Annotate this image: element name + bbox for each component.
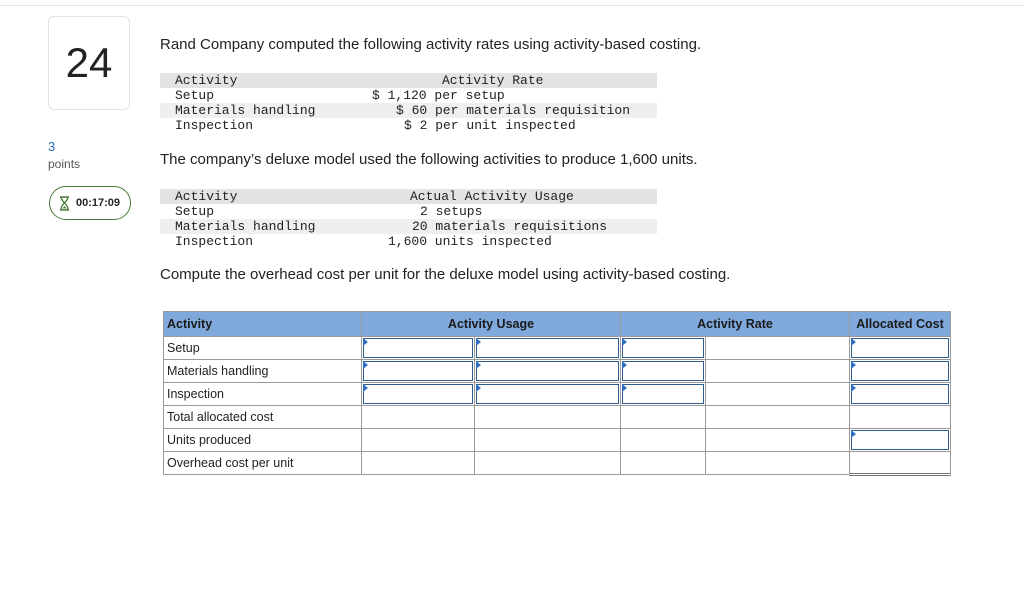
- rates-activity: Materials handling: [175, 103, 316, 118]
- answer-row-setup: [164, 337, 951, 360]
- setup-rate-blank: [706, 337, 850, 360]
- usage-header-usage: Actual Activity Usage: [410, 189, 574, 204]
- usage-value: 1,600 units inspected: [388, 234, 552, 249]
- blank-cell: [621, 406, 706, 429]
- rates-row: [160, 103, 657, 118]
- triangle-marker-icon: [851, 338, 856, 346]
- units-produced-input[interactable]: [850, 429, 951, 452]
- rates-row: [160, 118, 657, 133]
- answer-row-total: [164, 406, 951, 429]
- row-label: Overhead cost per unit: [164, 452, 362, 475]
- answer-row-units: [164, 429, 951, 452]
- materials-usage-unit-input[interactable]: [475, 360, 621, 383]
- blank-cell: [621, 452, 706, 475]
- intro-text: Rand Company computed the following activity rates using activity-based costing.: [160, 36, 702, 53]
- blank-cell: [475, 452, 621, 475]
- answer-row-inspection: [164, 383, 951, 406]
- hourglass-icon: [59, 196, 70, 211]
- usage-value: 20 materials requisitions: [412, 219, 608, 234]
- usage-row: [160, 234, 657, 249]
- usage-row: [160, 204, 657, 219]
- rates-rate: $ 2 per unit inspected: [404, 118, 576, 133]
- usage-table: [160, 189, 657, 249]
- row-label: Setup: [164, 337, 362, 360]
- task-text: Compute the overhead cost per unit for the deluxe model using activity-based costing.: [160, 266, 731, 283]
- triangle-marker-icon: [363, 338, 368, 346]
- answer-row-overhead: [164, 452, 951, 475]
- overhead-per-unit-cell: [850, 452, 951, 475]
- triangle-marker-icon: [851, 361, 856, 369]
- usage-value: 2 setups: [420, 204, 483, 219]
- triangle-marker-icon: [622, 338, 627, 346]
- rates-header-rate: Activity Rate: [442, 73, 544, 88]
- materials-usage-input[interactable]: [362, 360, 475, 383]
- timer-text: 00:17:09: [76, 197, 121, 209]
- points-label: points: [48, 157, 81, 171]
- inspection-rate-blank: [706, 383, 850, 406]
- blank-cell: [362, 406, 475, 429]
- rates-header-activity: Activity: [175, 73, 238, 88]
- total-allocated-cell: [850, 406, 951, 429]
- header-activity-usage: Activity Usage: [362, 312, 621, 337]
- rates-table: [160, 73, 657, 133]
- usage-header-activity: Activity: [175, 189, 238, 204]
- rates-rate: $ 1,120 per setup: [372, 88, 505, 103]
- setup-allocated-input[interactable]: [850, 337, 951, 360]
- blank-cell: [362, 429, 475, 452]
- materials-rate-input[interactable]: [621, 360, 706, 383]
- inspection-usage-input[interactable]: [362, 383, 475, 406]
- setup-usage-unit-input[interactable]: [475, 337, 621, 360]
- triangle-marker-icon: [851, 430, 856, 438]
- answer-header-row: [164, 312, 951, 337]
- materials-allocated-input[interactable]: [850, 360, 951, 383]
- usage-header: [160, 189, 657, 204]
- setup-rate-input[interactable]: [621, 337, 706, 360]
- triangle-marker-icon: [363, 361, 368, 369]
- usage-row: [160, 219, 657, 234]
- row-label: Total allocated cost: [164, 406, 362, 429]
- row-label: Materials handling: [164, 360, 362, 383]
- rates-activity: Setup: [175, 88, 215, 103]
- usage-activity: Materials handling: [175, 219, 316, 234]
- blank-cell: [621, 429, 706, 452]
- rates-activity: Inspection: [175, 118, 254, 133]
- blank-cell: [362, 452, 475, 475]
- header-allocated-cost: Allocated Cost: [850, 312, 951, 337]
- top-divider: [0, 5, 1024, 6]
- setup-usage-input[interactable]: [362, 337, 475, 360]
- row-label: Units produced: [164, 429, 362, 452]
- rates-row: [160, 88, 657, 103]
- blank-cell: [475, 406, 621, 429]
- triangle-marker-icon: [363, 384, 368, 392]
- rates-rate: $ 60 per materials requisition: [396, 103, 631, 118]
- triangle-marker-icon: [476, 338, 481, 346]
- usage-activity: Setup: [175, 204, 215, 219]
- row-label: Inspection: [164, 383, 362, 406]
- triangle-marker-icon: [476, 384, 481, 392]
- triangle-marker-icon: [851, 384, 856, 392]
- inspection-allocated-input[interactable]: [850, 383, 951, 406]
- blank-cell: [706, 452, 850, 475]
- timer-badge: [49, 186, 131, 220]
- answer-table: [163, 311, 951, 476]
- blank-cell: [706, 406, 850, 429]
- header-activity: Activity: [164, 312, 362, 337]
- answer-row-materials: [164, 360, 951, 383]
- header-activity-rate: Activity Rate: [621, 312, 850, 337]
- rates-header: [160, 73, 657, 88]
- triangle-marker-icon: [476, 361, 481, 369]
- inspection-usage-unit-input[interactable]: [475, 383, 621, 406]
- usage-text: The company’s deluxe model used the following activities to produce 1,600 units.: [160, 151, 698, 168]
- inspection-rate-input[interactable]: [621, 383, 706, 406]
- blank-cell: [706, 429, 850, 452]
- triangle-marker-icon: [622, 361, 627, 369]
- question-number: 24: [48, 16, 130, 110]
- points-value[interactable]: 3: [48, 139, 56, 154]
- blank-cell: [475, 429, 621, 452]
- materials-rate-blank: [706, 360, 850, 383]
- usage-activity: Inspection: [175, 234, 254, 249]
- triangle-marker-icon: [622, 384, 627, 392]
